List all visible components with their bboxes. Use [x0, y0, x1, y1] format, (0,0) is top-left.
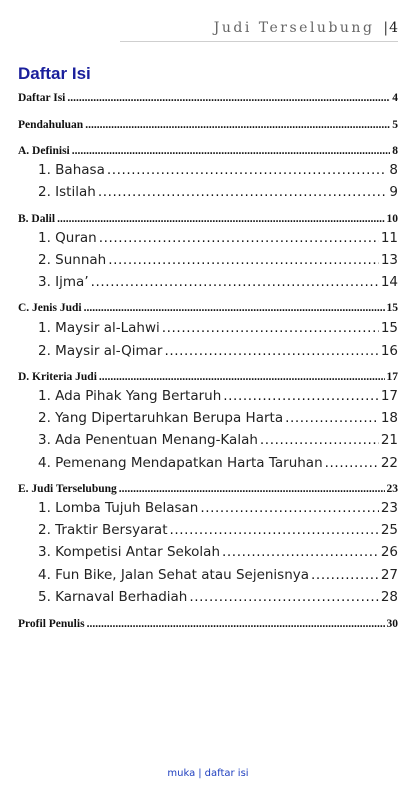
dot-leader — [107, 162, 388, 178]
toc-entry-page: 21 — [380, 432, 398, 448]
header-title: Judi Terselubung — [213, 20, 375, 36]
toc-entry[interactable] — [38, 388, 398, 404]
toc-entry[interactable] — [38, 162, 398, 178]
toc-entry[interactable] — [18, 145, 398, 157]
dot-leader — [57, 213, 384, 225]
toc-entry-label: Daftar Isi — [18, 92, 66, 104]
toc-entry-page: 15 — [380, 320, 398, 336]
toc-entry-label: 2. Sunnah — [38, 252, 107, 268]
toc-entry-label: E. Judi Terselubung — [18, 483, 117, 495]
toc-entry[interactable] — [38, 432, 398, 448]
toc-entry-page: 13 — [380, 252, 398, 268]
toc-entry-page: 25 — [380, 522, 398, 538]
toc-entry-page: 23 — [380, 500, 398, 516]
toc-link[interactable]: daftar isi — [204, 768, 249, 779]
toc-entry-page: 5 — [392, 119, 398, 131]
toc-entry[interactable] — [38, 544, 398, 560]
toc-entry[interactable] — [38, 522, 398, 538]
dot-leader — [84, 302, 385, 314]
toc-entry-page: 16 — [380, 343, 398, 359]
toc-entry-page: 11 — [380, 230, 398, 246]
dot-leader — [99, 230, 379, 246]
toc-entry[interactable] — [18, 371, 398, 383]
toc-entry[interactable] — [38, 567, 398, 583]
toc-entry-page: 26 — [380, 544, 398, 560]
dot-leader — [200, 500, 378, 516]
toc-entry-label: 1. Quran — [38, 230, 97, 246]
toc-entry-label: 3. Ada Penentuan Menang-Kalah — [38, 432, 258, 448]
footer-separator: | — [198, 768, 202, 779]
toc-entry-label: A. Definisi — [18, 145, 70, 157]
home-link[interactable]: muka — [167, 768, 196, 779]
toc-entry-label: 4. Fun Bike, Jalan Sehat atau Sejenisnya — [38, 567, 310, 583]
toc-entry-label: B. Dalil — [18, 213, 56, 225]
dot-leader — [170, 522, 379, 538]
toc-entry[interactable] — [38, 343, 398, 359]
toc-title: Daftar Isi — [18, 64, 91, 83]
toc-entry[interactable] — [38, 184, 398, 200]
toc-entry[interactable] — [18, 119, 398, 131]
toc-entry-page: 27 — [380, 567, 398, 583]
toc-entry-label: 1. Lomba Tujuh Belasan — [38, 500, 199, 516]
toc-entry-label: C. Jenis Judi — [18, 302, 82, 314]
toc-entry-page: 23 — [386, 483, 398, 495]
toc-entry-label: 5. Karnaval Berhadiah — [38, 589, 188, 605]
toc-entry[interactable] — [18, 213, 398, 225]
toc-entry[interactable] — [38, 230, 398, 246]
toc-entry-page: 4 — [392, 92, 398, 104]
footer-nav — [0, 768, 416, 779]
toc-entry-label: 2. Maysir al-Qimar — [38, 343, 163, 359]
dot-leader — [85, 119, 390, 131]
dot-leader — [285, 410, 379, 426]
toc-entry[interactable] — [18, 483, 398, 495]
dot-leader — [164, 343, 378, 359]
toc-entry-label: D. Kriteria Judi — [18, 371, 97, 383]
dot-leader — [99, 371, 385, 383]
toc-entry-label: 1. Bahasa — [38, 162, 105, 178]
dot-leader — [119, 483, 385, 495]
toc-entry-label: 3. Kompetisi Antar Sekolah — [38, 544, 221, 560]
toc-entry-page: 30 — [386, 618, 398, 630]
running-header — [18, 20, 398, 40]
toc-entry-page: 14 — [380, 274, 398, 290]
toc-entry[interactable] — [18, 92, 398, 104]
toc-entry-page: 28 — [380, 589, 398, 605]
dot-leader — [87, 618, 385, 630]
dot-leader — [260, 432, 379, 448]
toc-entry-label: 2. Traktir Bersyarat — [38, 522, 168, 538]
dot-leader — [67, 92, 390, 104]
dot-leader — [98, 184, 388, 200]
toc-entry-label: 1. Ada Pihak Yang Bertaruh — [38, 388, 222, 404]
dot-leader — [325, 455, 379, 471]
toc-entry-label: Profil Penulis — [18, 618, 85, 630]
toc-entry[interactable] — [38, 500, 398, 516]
toc-entry-page: 9 — [389, 184, 398, 200]
toc-entry-label: 2. Istilah — [38, 184, 96, 200]
dot-leader — [189, 589, 378, 605]
toc-entry-page: 10 — [386, 213, 398, 225]
toc-entry-label: 3. Ijma’ — [38, 274, 89, 290]
dot-leader — [108, 252, 379, 268]
toc-entry-label: 2. Yang Dipertaruhkan Berupa Harta — [38, 410, 284, 426]
toc-entry-page: 8 — [392, 145, 398, 157]
toc-entry[interactable] — [38, 589, 398, 605]
dot-leader — [162, 320, 379, 336]
dot-leader — [223, 388, 379, 404]
toc-entry-label: 4. Pemenang Mendapatkan Harta Taruhan — [38, 455, 323, 471]
toc-entry-page: 22 — [380, 455, 398, 471]
toc-entry[interactable] — [38, 252, 398, 268]
toc-entry[interactable] — [38, 274, 398, 290]
header-separator: | — [383, 20, 389, 36]
dot-leader — [72, 145, 391, 157]
toc-entry-page: 18 — [380, 410, 398, 426]
toc-entry-page: 17 — [380, 388, 398, 404]
toc-entry[interactable] — [18, 302, 398, 314]
toc-entry-page: 15 — [386, 302, 398, 314]
toc-entry-label: Pendahuluan — [18, 119, 84, 131]
dot-leader — [311, 567, 379, 583]
header-rule — [120, 41, 398, 42]
toc-entry[interactable] — [38, 410, 398, 426]
toc-entry[interactable] — [18, 618, 398, 630]
dot-leader — [222, 544, 379, 560]
toc-entry-page: 17 — [386, 371, 398, 383]
toc-entry-label: 1. Maysir al-Lahwi — [38, 320, 160, 336]
header-page-number: 4 — [389, 20, 398, 36]
toc-entry-page: 8 — [389, 162, 398, 178]
dot-leader — [91, 274, 379, 290]
toc-entry[interactable] — [38, 455, 398, 471]
toc-entry[interactable] — [38, 320, 398, 336]
